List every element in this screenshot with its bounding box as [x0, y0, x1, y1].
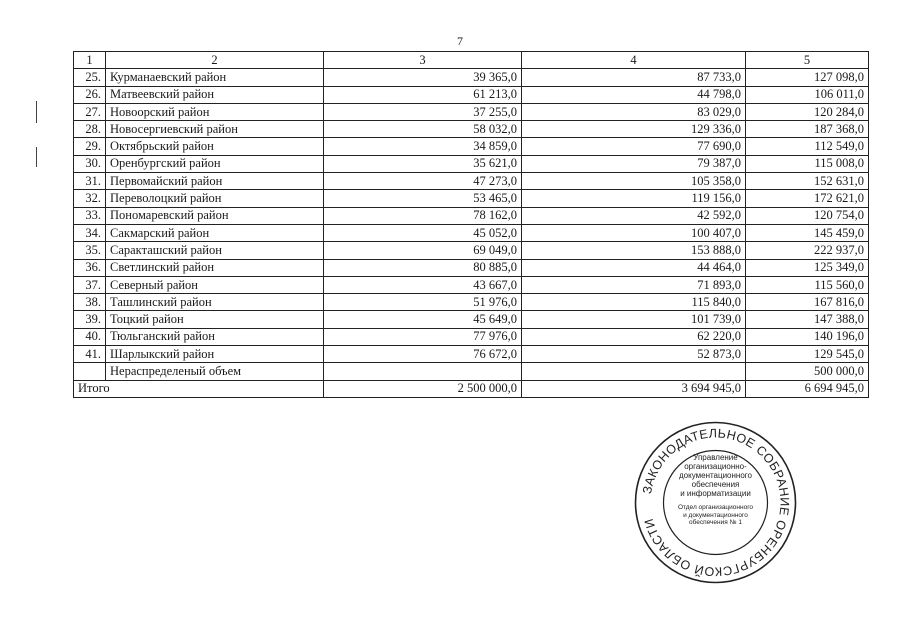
col5-value: 112 549,0: [746, 138, 869, 155]
margin-mark: [36, 147, 37, 167]
header-cell: 5: [746, 52, 869, 69]
total-col5: 6 694 945,0: [746, 380, 869, 397]
margin-mark: [36, 101, 37, 123]
col3-value: 45 649,0: [324, 311, 522, 328]
col3-value: 80 885,0: [324, 259, 522, 276]
district-name: Сакмарский район: [106, 224, 324, 241]
stamp-line: обеспечения: [691, 480, 740, 489]
total-row: [74, 380, 869, 397]
unallocated-row: [74, 363, 869, 380]
col5-value: 115 560,0: [746, 276, 869, 293]
row-number: 34.: [74, 224, 106, 241]
district-name: Первомайский район: [106, 173, 324, 190]
total-col4: 3 694 945,0: [522, 380, 746, 397]
row-number: 35.: [74, 242, 106, 259]
row-number: 39.: [74, 311, 106, 328]
col3-value: 35 621,0: [324, 155, 522, 172]
col5-value: 222 937,0: [746, 242, 869, 259]
col3-value: 76 672,0: [324, 346, 522, 363]
col5-value: 152 631,0: [746, 173, 869, 190]
unallocated-value: 500 000,0: [746, 363, 869, 380]
table-row: [74, 242, 869, 259]
table-row: [74, 259, 869, 276]
col4-value: 77 690,0: [522, 138, 746, 155]
row-number: 37.: [74, 276, 106, 293]
row-number: 25.: [74, 69, 106, 86]
stamp-subline: Отдел организационного: [677, 504, 754, 511]
col4-value: 115 840,0: [522, 294, 746, 311]
col4-value: 87 733,0: [522, 69, 746, 86]
stamp-subline: обеспечения № 1: [689, 519, 742, 526]
col4-value: 83 029,0: [522, 103, 746, 120]
district-name: Северный район: [106, 276, 324, 293]
empty-cell: [324, 363, 522, 380]
col4-value: 105 358,0: [522, 173, 746, 190]
col5-value: 120 284,0: [746, 103, 869, 120]
stamp-line: и информатизации: [680, 489, 751, 498]
col3-value: 34 859,0: [324, 138, 522, 155]
col3-value: 53 465,0: [324, 190, 522, 207]
unallocated-label: Нераспределеный объем: [106, 363, 324, 380]
page-number: 7: [457, 34, 463, 48]
header-cell: 4: [522, 52, 746, 69]
col3-value: 61 213,0: [324, 86, 522, 103]
col4-value: 52 873,0: [522, 346, 746, 363]
table-row: [74, 86, 869, 103]
col3-value: 47 273,0: [324, 173, 522, 190]
table-row: [74, 207, 869, 224]
total-label: Итого: [74, 380, 324, 397]
col4-value: 44 464,0: [522, 259, 746, 276]
col4-value: 153 888,0: [522, 242, 746, 259]
table-row: [74, 224, 869, 241]
empty-cell: [522, 363, 746, 380]
col5-value: 115 008,0: [746, 155, 869, 172]
row-number: 38.: [74, 294, 106, 311]
col4-value: 119 156,0: [522, 190, 746, 207]
table-row: [74, 190, 869, 207]
table-row: [74, 328, 869, 345]
stamp-subline: и документационного: [683, 511, 748, 519]
col5-value: 125 349,0: [746, 259, 869, 276]
col4-value: 129 336,0: [522, 121, 746, 138]
col4-value: 101 739,0: [522, 311, 746, 328]
col3-value: 77 976,0: [324, 328, 522, 345]
district-name: Шарлыкский район: [106, 346, 324, 363]
row-number: 27.: [74, 103, 106, 120]
col3-value: 37 255,0: [324, 103, 522, 120]
header-cell: 3: [324, 52, 522, 69]
district-name: Курманаевский район: [106, 69, 324, 86]
table-row: [74, 311, 869, 328]
col5-value: 140 196,0: [746, 328, 869, 345]
col5-value: 106 011,0: [746, 86, 869, 103]
district-name: Светлинский район: [106, 259, 324, 276]
official-stamp: [633, 420, 798, 585]
table-header-row: [74, 52, 869, 69]
col4-value: 62 220,0: [522, 328, 746, 345]
district-name: Тюльганский район: [106, 328, 324, 345]
col3-value: 69 049,0: [324, 242, 522, 259]
col5-value: 129 545,0: [746, 346, 869, 363]
empty-cell: [74, 363, 106, 380]
stamp-line: документационного: [679, 471, 752, 480]
table-row: [74, 276, 869, 293]
district-name: Саракташский район: [106, 242, 324, 259]
header-cell: 1: [74, 52, 106, 69]
table-row: [74, 69, 869, 86]
table-row: [74, 173, 869, 190]
district-name: Матвеевский район: [106, 86, 324, 103]
row-number: 26.: [74, 86, 106, 103]
stamp-ring-text: ЗАКОНОДАТЕЛЬНОЕ СОБРАНИЕ ОРЕНБУРГСКОЙ ОБЛАСТИ: [640, 426, 792, 579]
col3-value: 78 162,0: [324, 207, 522, 224]
district-name: Оренбургский район: [106, 155, 324, 172]
row-number: 29.: [74, 138, 106, 155]
col3-value: 43 667,0: [324, 276, 522, 293]
col5-value: 187 368,0: [746, 121, 869, 138]
row-number: 31.: [74, 173, 106, 190]
col3-value: 39 365,0: [324, 69, 522, 86]
total-col3: 2 500 000,0: [324, 380, 522, 397]
col5-value: 147 388,0: [746, 311, 869, 328]
svg-text:ЗАКОНОДАТЕЛЬНОЕ СОБРАНИЕ ОРЕНБ: [640, 426, 791, 578]
stamp-line: Управление: [693, 453, 738, 462]
col5-value: 167 816,0: [746, 294, 869, 311]
col3-value: 51 976,0: [324, 294, 522, 311]
district-name: Новоорский район: [106, 103, 324, 120]
col4-value: 100 407,0: [522, 224, 746, 241]
col5-value: 127 098,0: [746, 69, 869, 86]
table-row: [74, 294, 869, 311]
table-row: [74, 103, 869, 120]
table-row: [74, 121, 869, 138]
table-row: [74, 155, 869, 172]
header-cell: 2: [106, 52, 324, 69]
col3-value: 45 052,0: [324, 224, 522, 241]
row-number: 32.: [74, 190, 106, 207]
row-number: 40.: [74, 328, 106, 345]
col4-value: 42 592,0: [522, 207, 746, 224]
district-name: Переволоцкий район: [106, 190, 324, 207]
row-number: 33.: [74, 207, 106, 224]
district-name: Ташлинский район: [106, 294, 324, 311]
row-number: 36.: [74, 259, 106, 276]
col3-value: 58 032,0: [324, 121, 522, 138]
stamp-line: организационно-: [684, 462, 747, 471]
col5-value: 120 754,0: [746, 207, 869, 224]
table-row: [74, 346, 869, 363]
district-name: Тоцкий район: [106, 311, 324, 328]
col4-value: 79 387,0: [522, 155, 746, 172]
row-number: 30.: [74, 155, 106, 172]
col4-value: 44 798,0: [522, 86, 746, 103]
district-name: Пономаревский район: [106, 207, 324, 224]
row-number: 28.: [74, 121, 106, 138]
table-row: [74, 138, 869, 155]
district-name: Новосергиевский район: [106, 121, 324, 138]
col4-value: 71 893,0: [522, 276, 746, 293]
district-name: Октябрьский район: [106, 138, 324, 155]
col5-value: 172 621,0: [746, 190, 869, 207]
col5-value: 145 459,0: [746, 224, 869, 241]
budget-table: [73, 51, 869, 398]
row-number: 41.: [74, 346, 106, 363]
